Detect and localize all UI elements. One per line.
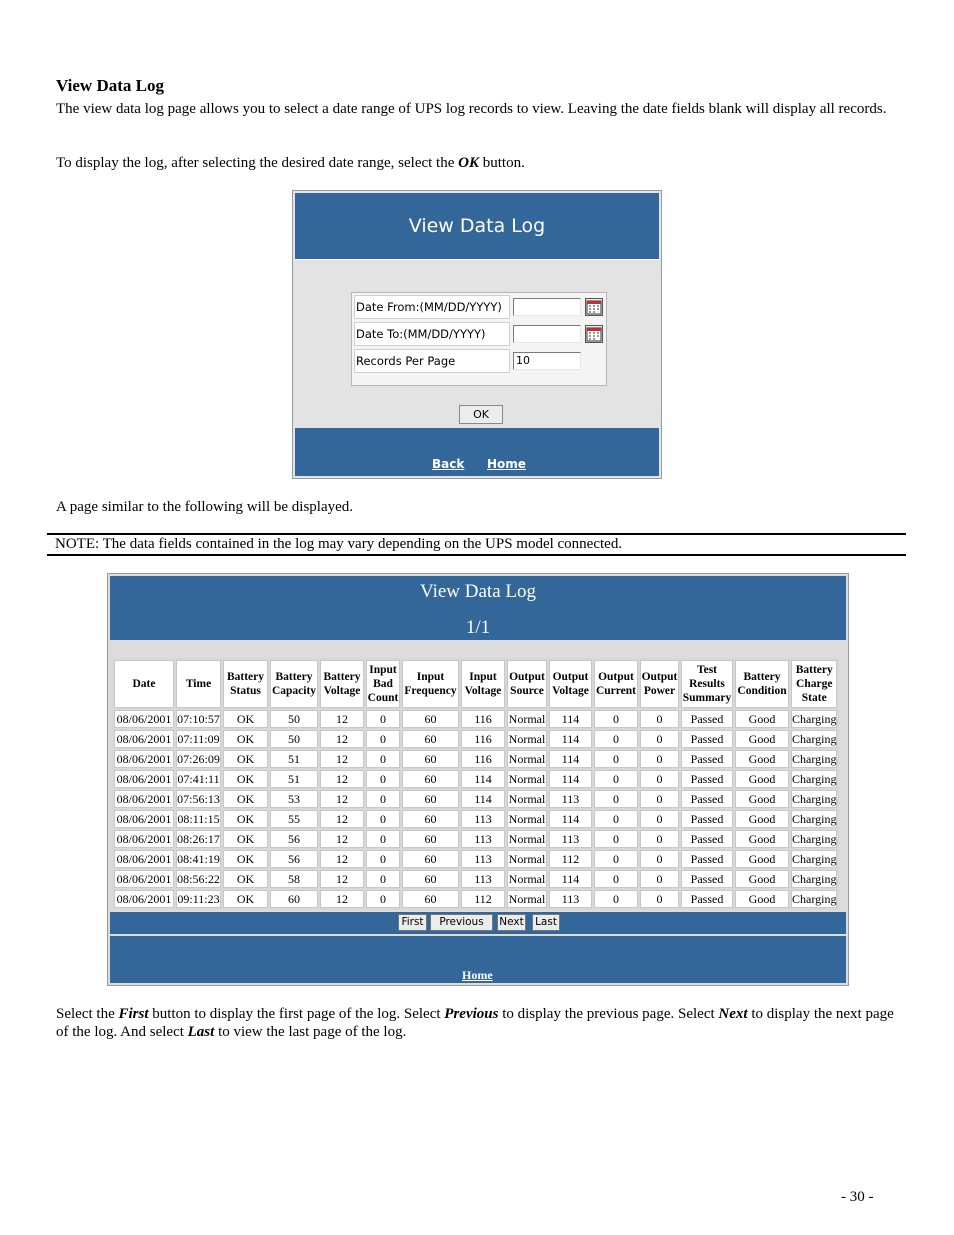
table-cell: 56 xyxy=(270,830,318,848)
table-row xyxy=(114,830,837,848)
table-cell: 12 xyxy=(320,870,364,888)
table-cell: Normal xyxy=(508,732,546,746)
previous-button[interactable]: Previous xyxy=(430,914,493,931)
outro-text: Select the xyxy=(56,1006,119,1022)
table-cell: 08/06/2001 xyxy=(114,850,174,868)
table-cell: 114 xyxy=(549,710,592,728)
table-cell: Charging xyxy=(792,712,837,726)
table-cell: 08:41:19 xyxy=(177,852,220,866)
table-cell: 08/06/2001 xyxy=(114,870,174,888)
column-header-line: Charge xyxy=(796,678,833,690)
column-header-line: Source xyxy=(510,685,544,697)
table-cell: OK xyxy=(223,770,268,788)
table-cell: 0 xyxy=(366,850,400,868)
results-footer xyxy=(110,936,846,983)
column-header-line: Capacity xyxy=(271,685,317,697)
table-cell: 58 xyxy=(270,870,318,888)
table-cell: Normal xyxy=(508,712,546,726)
table-cell: Good xyxy=(735,890,789,908)
table-cell: 0 xyxy=(640,710,679,728)
outro-paragraph xyxy=(56,1005,906,1041)
table-cell: Good xyxy=(735,850,789,868)
outro-text: button to display the first page of the log. Select xyxy=(148,1006,445,1022)
outro-text: to display the previous page. Select xyxy=(498,1006,719,1022)
column-header-line: Voltage xyxy=(552,685,589,697)
log-table-header xyxy=(114,660,837,708)
table-cell: 09:11:23 xyxy=(177,892,220,906)
table-cell: 113 xyxy=(549,790,592,808)
table-cell: 08/06/2001 xyxy=(114,830,174,848)
table-cell: 0 xyxy=(366,730,400,748)
table-cell: 114 xyxy=(549,750,592,768)
table-cell: 112 xyxy=(461,890,505,908)
column-header-line: Bad xyxy=(373,678,393,690)
intro-text: To display the log, after selecting the desired date range, select the xyxy=(56,155,459,171)
first-emphasis: First xyxy=(118,1006,149,1022)
outro-text: to view the last page of the log. xyxy=(214,1024,407,1040)
table-cell: Charging xyxy=(792,772,837,786)
table-cell: OK xyxy=(223,870,268,888)
results-title: View Data Log xyxy=(420,581,536,602)
table-cell: 60 xyxy=(270,890,318,908)
column-header xyxy=(176,660,221,708)
column-header-line: Input xyxy=(369,664,397,676)
table-cell: Good xyxy=(735,830,789,848)
table-cell: 60 xyxy=(402,790,459,808)
column-header-line: Voltage xyxy=(323,685,361,697)
table-row xyxy=(114,810,837,828)
table-cell: 56 xyxy=(270,850,318,868)
table-cell: 114 xyxy=(461,770,505,788)
column-header-line: Count xyxy=(367,692,399,704)
table-cell: 0 xyxy=(366,810,400,828)
results-header xyxy=(110,576,846,640)
table-cell: 0 xyxy=(640,750,679,768)
form-header xyxy=(295,193,659,259)
column-header-line: Time xyxy=(185,678,212,690)
table-cell: Passed xyxy=(681,750,733,768)
table-cell: 60 xyxy=(402,850,459,868)
column-header-line: Battery xyxy=(795,664,833,676)
table-cell: 60 xyxy=(402,730,459,748)
table-cell: 08/06/2001 xyxy=(114,710,174,728)
table-cell: 08/06/2001 xyxy=(114,810,174,828)
table-cell: 0 xyxy=(594,870,638,888)
column-header-line: Input xyxy=(469,671,497,683)
section-heading: View Data Log xyxy=(56,76,164,95)
column-header-line: Output xyxy=(598,671,634,683)
ok-button[interactable]: OK xyxy=(459,405,503,424)
table-cell: 12 xyxy=(320,810,364,828)
records-per-page-label: Records Per Page xyxy=(354,349,510,373)
page-indicator: 1/1 xyxy=(465,617,491,638)
table-cell: Charging xyxy=(792,852,837,866)
table-row xyxy=(114,890,837,908)
column-header xyxy=(461,660,505,708)
table-cell: Good xyxy=(735,710,789,728)
date-from-input[interactable] xyxy=(513,298,581,316)
table-cell: 07:11:09 xyxy=(177,732,220,746)
table-cell: Charging xyxy=(792,892,837,906)
table-cell: Good xyxy=(735,870,789,888)
table-cell: 60 xyxy=(402,870,459,888)
table-cell: 113 xyxy=(549,830,592,848)
table-cell: Passed xyxy=(681,830,733,848)
table-cell: 0 xyxy=(366,710,400,728)
form-title: View Data Log xyxy=(408,215,546,237)
log-table-body xyxy=(114,710,837,908)
table-cell: OK xyxy=(223,730,268,748)
table-cell: 0 xyxy=(640,890,679,908)
table-cell: Passed xyxy=(681,790,733,808)
table-cell: Passed xyxy=(681,810,733,828)
date-to-row xyxy=(354,322,604,346)
table-cell: Passed xyxy=(681,730,733,748)
table-cell: 08/06/2001 xyxy=(114,770,174,788)
table-cell: 60 xyxy=(402,810,459,828)
table-cell: 0 xyxy=(640,850,679,868)
table-cell: 0 xyxy=(640,770,679,788)
table-cell: OK xyxy=(223,830,268,848)
table-cell: 113 xyxy=(461,870,505,888)
calendar-icon[interactable] xyxy=(585,298,603,316)
table-cell: 12 xyxy=(320,750,364,768)
table-cell: Charging xyxy=(792,752,837,766)
table-cell: 113 xyxy=(461,850,505,868)
table-cell: 112 xyxy=(549,850,592,868)
table-cell: Normal xyxy=(508,772,546,786)
records-per-page-row xyxy=(354,349,604,373)
table-row xyxy=(114,790,837,808)
table-cell: 114 xyxy=(461,790,505,808)
table-cell: 114 xyxy=(549,730,592,748)
column-header-line: Output xyxy=(509,671,545,683)
column-header-line: Output xyxy=(552,671,589,683)
table-cell: Passed xyxy=(681,770,733,788)
view-data-log-form-screenshot xyxy=(292,190,662,479)
table-cell: 113 xyxy=(461,830,505,848)
table-cell: 53 xyxy=(270,790,318,808)
table-cell: 0 xyxy=(366,890,400,908)
column-header-line: Input xyxy=(416,671,445,683)
table-cell: Passed xyxy=(681,870,733,888)
calendar-icon[interactable] xyxy=(585,325,603,343)
table-cell: 0 xyxy=(640,790,679,808)
table-cell: 08/06/2001 xyxy=(114,750,174,768)
table-row xyxy=(114,710,837,728)
table-cell: 0 xyxy=(640,830,679,848)
table-cell: Normal xyxy=(508,872,546,886)
column-header xyxy=(594,660,638,708)
table-cell: Charging xyxy=(792,732,837,746)
table-cell: Good xyxy=(735,810,789,828)
column-header-line: Results xyxy=(689,678,725,690)
table-cell: 08:56:22 xyxy=(177,872,220,886)
table-row xyxy=(114,870,837,888)
table-cell: 55 xyxy=(270,810,318,828)
table-row xyxy=(114,850,837,868)
column-header-line: Battery xyxy=(323,671,361,683)
table-cell: 114 xyxy=(549,770,592,788)
table-cell: Normal xyxy=(508,752,546,766)
column-header-line: Power xyxy=(643,685,676,697)
table-cell: OK xyxy=(223,890,268,908)
column-header xyxy=(791,660,837,708)
table-cell: 114 xyxy=(549,870,592,888)
table-cell: OK xyxy=(223,850,268,868)
form-footer xyxy=(295,428,659,476)
table-cell: 0 xyxy=(366,870,400,888)
table-cell: 08:26:17 xyxy=(177,832,220,846)
table-cell: Normal xyxy=(508,812,546,826)
date-to-label: Date To:(MM/DD/YYYY) xyxy=(354,322,510,346)
table-cell: 0 xyxy=(594,890,638,908)
table-cell: 60 xyxy=(402,770,459,788)
table-cell: Charging xyxy=(792,812,837,826)
table-cell: 12 xyxy=(320,790,364,808)
table-row xyxy=(114,730,837,748)
table-cell: OK xyxy=(223,790,268,808)
note-bar: NOTE: The data fields contained in the log may vary depending on the UPS model connected. xyxy=(47,533,906,556)
table-cell: Good xyxy=(735,770,789,788)
table-cell: Normal xyxy=(508,832,546,846)
table-cell: 0 xyxy=(594,710,638,728)
page-number: - 30 - xyxy=(841,1189,874,1205)
table-cell: 0 xyxy=(594,730,638,748)
table-cell: 0 xyxy=(594,750,638,768)
intro-text-end: button. xyxy=(478,155,525,171)
column-header-line: Current xyxy=(595,685,637,697)
table-cell: 0 xyxy=(594,770,638,788)
similar-text: A page similar to the following will be displayed. xyxy=(56,499,354,515)
column-header xyxy=(640,660,679,708)
table-cell: 116 xyxy=(461,750,505,768)
table-cell: Good xyxy=(735,730,789,748)
table-cell: OK xyxy=(223,710,268,728)
table-cell: Charging xyxy=(792,872,837,886)
table-row xyxy=(114,750,837,768)
home-link[interactable]: Home xyxy=(462,968,493,982)
table-cell: 0 xyxy=(366,830,400,848)
table-cell: 0 xyxy=(594,830,638,848)
last-button[interactable]: Last xyxy=(532,914,560,931)
table-cell: Good xyxy=(735,750,789,768)
next-button[interactable]: Next xyxy=(497,914,526,931)
form-body xyxy=(295,259,659,419)
table-cell: OK xyxy=(223,810,268,828)
column-header xyxy=(549,660,592,708)
table-cell: 07:26:09 xyxy=(177,752,220,766)
table-cell: 07:56:13 xyxy=(177,792,220,806)
column-header-line: Battery xyxy=(275,671,313,683)
table-cell: 12 xyxy=(320,730,364,748)
table-cell: 0 xyxy=(594,850,638,868)
table-cell: Passed xyxy=(681,850,733,868)
table-cell: 12 xyxy=(320,770,364,788)
table-cell: 08/06/2001 xyxy=(114,730,174,748)
back-link[interactable]: Back xyxy=(432,457,465,471)
table-cell: Good xyxy=(735,790,789,808)
table-cell: 12 xyxy=(320,830,364,848)
table-cell: Normal xyxy=(508,852,546,866)
column-header-line: State xyxy=(801,692,827,704)
table-cell: OK xyxy=(223,750,268,768)
table-cell: 0 xyxy=(594,790,638,808)
ok-emphasis: OK xyxy=(458,155,479,171)
column-header-line: Date xyxy=(132,678,156,690)
intro-paragraph: The view data log page allows you to select a date range of UPS log records to view. Leaving the date fields blank will display all records. xyxy=(56,101,887,117)
table-cell: 0 xyxy=(640,730,679,748)
column-header xyxy=(320,660,364,708)
date-range-form xyxy=(351,292,607,386)
home-link[interactable]: Home xyxy=(487,457,526,471)
date-from-row xyxy=(354,295,604,319)
table-cell: Normal xyxy=(508,892,546,906)
records-per-page-input[interactable]: 10 xyxy=(513,352,581,370)
column-header xyxy=(366,660,400,708)
data-log-results-screenshot xyxy=(107,573,849,986)
table-cell: Charging xyxy=(792,832,837,846)
table-cell: Passed xyxy=(681,710,733,728)
table-cell: 0 xyxy=(366,750,400,768)
table-cell: 116 xyxy=(461,730,505,748)
column-header xyxy=(223,660,268,708)
table-cell: 08/06/2001 xyxy=(114,790,174,808)
outro-text: to display the next page of the log. And select xyxy=(56,1006,894,1040)
intro-paragraph-2 xyxy=(56,154,525,172)
column-header xyxy=(507,660,547,708)
column-header xyxy=(114,660,174,708)
table-cell: 0 xyxy=(594,810,638,828)
column-header xyxy=(402,660,459,708)
table-cell: 12 xyxy=(320,710,364,728)
table-cell: Normal xyxy=(508,792,546,806)
column-header-line: Summary xyxy=(682,692,732,704)
table-cell: 60 xyxy=(402,710,459,728)
table-cell: 51 xyxy=(270,770,318,788)
column-header xyxy=(681,660,733,708)
pagination-bar xyxy=(110,912,846,934)
date-to-input[interactable] xyxy=(513,325,581,343)
table-cell: 08:11:15 xyxy=(177,812,220,826)
table-cell: 113 xyxy=(461,810,505,828)
date-from-label: Date From:(MM/DD/YYYY) xyxy=(354,295,510,319)
separator-band xyxy=(110,640,846,656)
table-cell: 0 xyxy=(640,810,679,828)
table-cell: 50 xyxy=(270,730,318,748)
first-button[interactable]: First xyxy=(398,914,427,931)
table-cell: 60 xyxy=(402,750,459,768)
column-header-line: Battery xyxy=(743,671,781,683)
previous-emphasis: Previous xyxy=(444,1006,499,1022)
table-cell: 08/06/2001 xyxy=(114,890,174,908)
table-cell: 0 xyxy=(366,770,400,788)
table-cell: 0 xyxy=(640,870,679,888)
table-cell: 12 xyxy=(320,890,364,908)
column-header-line: Condition xyxy=(737,685,787,697)
column-header-line: Output xyxy=(641,671,678,683)
table-cell: 0 xyxy=(366,790,400,808)
table-cell: 51 xyxy=(270,750,318,768)
log-table xyxy=(112,658,839,910)
table-cell: 50 xyxy=(270,710,318,728)
last-emphasis: Last xyxy=(187,1024,215,1040)
table-cell: 60 xyxy=(402,890,459,908)
table-cell: 12 xyxy=(320,850,364,868)
table-cell: 07:41:11 xyxy=(177,772,220,786)
column-header-line: Frequency xyxy=(404,685,457,697)
table-cell: 114 xyxy=(549,810,592,828)
column-header xyxy=(270,660,318,708)
next-emphasis: Next xyxy=(718,1006,748,1022)
column-header-line: Test xyxy=(696,664,718,676)
column-header-line: Battery xyxy=(226,671,265,683)
table-cell: 113 xyxy=(549,890,592,908)
column-header-line: Status xyxy=(230,685,261,697)
column-header-line: Voltage xyxy=(464,685,502,697)
table-cell: Charging xyxy=(792,792,837,806)
table-row xyxy=(114,770,837,788)
column-header xyxy=(735,660,789,708)
table-cell: 116 xyxy=(461,710,505,728)
table-cell: 07:10:57 xyxy=(177,712,220,726)
table-cell: Passed xyxy=(681,890,733,908)
table-cell: 60 xyxy=(402,830,459,848)
